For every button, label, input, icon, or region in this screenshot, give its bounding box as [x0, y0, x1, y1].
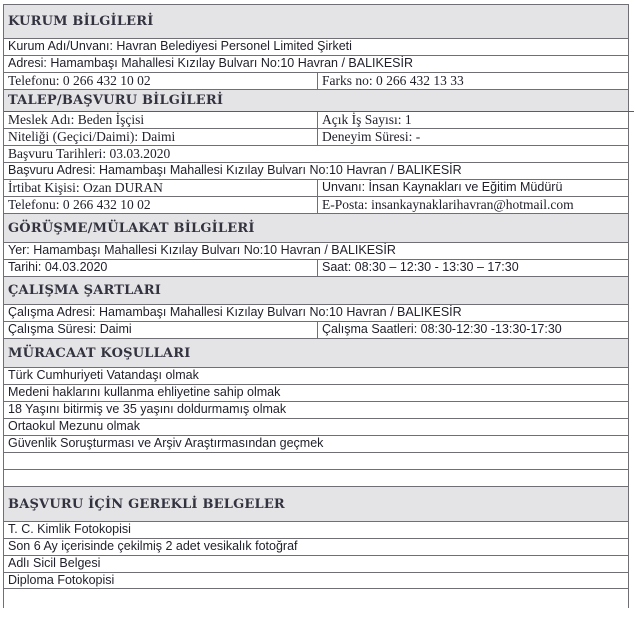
talep-irtibat: İrtibat Kişisi: Ozan DURAN — [8, 180, 163, 195]
empty-row — [3, 452, 629, 469]
gorusme-tarih: Tarihi: 04.03.2020 — [8, 260, 108, 274]
belgeler-item: Son 6 Ay içerisinde çekilmiş 2 adet vesikalık fotoğraf — [8, 539, 298, 553]
kurum-ad: Kurum Adı/Unvanı: Havran Belediyesi Personel Limited Şirketi — [8, 39, 352, 53]
talep-deneyim: Deneyim Süresi: - — [317, 129, 628, 145]
talep-section-title — [3, 89, 629, 111]
calisma-section-title — [3, 276, 629, 304]
list-item — [3, 435, 629, 452]
calisma-title: ÇALIŞMA ŞARTLARI — [8, 283, 162, 298]
talep-telefon-row — [3, 196, 629, 213]
talep-adres-row — [3, 162, 629, 179]
list-item — [3, 555, 629, 572]
talep-title: TALEP/BAŞVURU BİLGİLERİ — [8, 93, 224, 108]
gorusme-saat: Saat: 08:30 – 12:30 - 13:30 – 17:30 — [317, 260, 628, 276]
talep-unvan: Unvanı: İnsan Kaynakları ve Eğitim Müdürü — [317, 180, 628, 196]
calisma-sure: Çalışma Süresi: Daimi — [8, 322, 132, 336]
gorusme-yer-row — [3, 242, 629, 259]
talep-eposta: E-Posta: insankaynaklarihavran@hotmail.com — [317, 197, 628, 213]
list-item — [3, 572, 629, 589]
belgeler-section-title — [3, 486, 629, 521]
gorusme-title: GÖRÜŞME/MÜLAKAT BİLGİLERİ — [8, 220, 255, 236]
kurum-telefon-row — [3, 72, 629, 89]
talep-niteligi: Niteliği (Geçici/Daimi): Daimi — [8, 129, 176, 144]
belgeler-title: BAŞVURU İÇİN GEREKLİ BELGELER — [8, 496, 285, 512]
gorusme-yer: Yer: Hamambaşı Mahallesi Kızılay Bulvarı No:10 Havran / BALIKESİR — [8, 243, 396, 257]
talep-tarihler: Başvuru Tarihleri: 03.03.2020 — [8, 146, 171, 161]
talep-meslek: Meslek Adı: Beden İşçisi — [8, 112, 145, 127]
muracaat-item: Türk Cumhuriyeti Vatandaşı olmak — [8, 368, 199, 382]
list-item — [3, 418, 629, 435]
list-item — [3, 538, 629, 555]
talep-adres: Başvuru Adresi: Hamambaşı Mahallesi Kızılay Bulvarı No:10 Havran / BALIKESİR — [8, 163, 462, 177]
kurum-adres: Adresi: Hamambaşı Mahallesi Kızılay Bulvarı No:10 Havran / BALIKESİR — [8, 56, 414, 70]
belgeler-item: T. C. Kimlik Fotokopisi — [8, 522, 131, 536]
gorusme-section-title — [3, 213, 629, 242]
kurum-title: KURUM BİLGİLERİ — [8, 14, 154, 29]
job-posting-form — [3, 4, 629, 608]
gorusme-tarih-row — [3, 259, 629, 276]
talep-nitelik-row — [3, 128, 629, 145]
empty-row — [3, 469, 629, 486]
kurum-telefon: Telefonu: 0 266 432 10 02 — [8, 73, 151, 88]
list-item — [3, 384, 629, 401]
kurum-ad-row — [3, 38, 629, 55]
list-item — [3, 401, 629, 418]
calisma-saatler: Çalışma Saatleri: 08:30-12:30 -13:30-17:30 — [317, 322, 628, 338]
talep-meslek-row — [3, 111, 629, 128]
muracaat-title: MÜRACAAT KOŞULLARI — [8, 345, 191, 361]
pen-line-divider — [4, 111, 634, 112]
list-item — [3, 367, 629, 384]
talep-tarih-row — [3, 145, 629, 162]
talep-acik-is: Açık İş Sayısı: 1 — [317, 112, 628, 128]
muracaat-item: Güvenlik Soruşturması ve Arşiv Araştırmasından geçmek — [8, 436, 324, 450]
muracaat-item: 18 Yaşını bitirmiş ve 35 yaşını doldurmamış olmak — [8, 402, 287, 416]
muracaat-item: Ortaokul Mezunu olmak — [8, 419, 141, 433]
bottom-margin — [3, 589, 629, 608]
calisma-adres-row — [3, 304, 629, 321]
calisma-sure-row — [3, 321, 629, 338]
kurum-faks: Farks no: 0 266 432 13 33 — [317, 73, 628, 89]
kurum-adres-row — [3, 55, 629, 72]
kurum-section-title — [3, 4, 629, 38]
list-item — [3, 521, 629, 538]
muracaat-item: Medeni haklarını kullanma ehliyetine sahip olmak — [8, 385, 281, 399]
muracaat-section-title — [3, 338, 629, 367]
belgeler-item: Diploma Fotokopisi — [8, 573, 115, 587]
talep-telefon: Telefonu: 0 266 432 10 02 — [8, 197, 151, 212]
calisma-adres: Çalışma Adresi: Hamambaşı Mahallesi Kızılay Bulvarı No:10 Havran / BALIKESİR — [8, 305, 462, 319]
belgeler-item: Adlı Sicil Belgesi — [8, 556, 101, 570]
talep-irtibat-row — [3, 179, 629, 196]
